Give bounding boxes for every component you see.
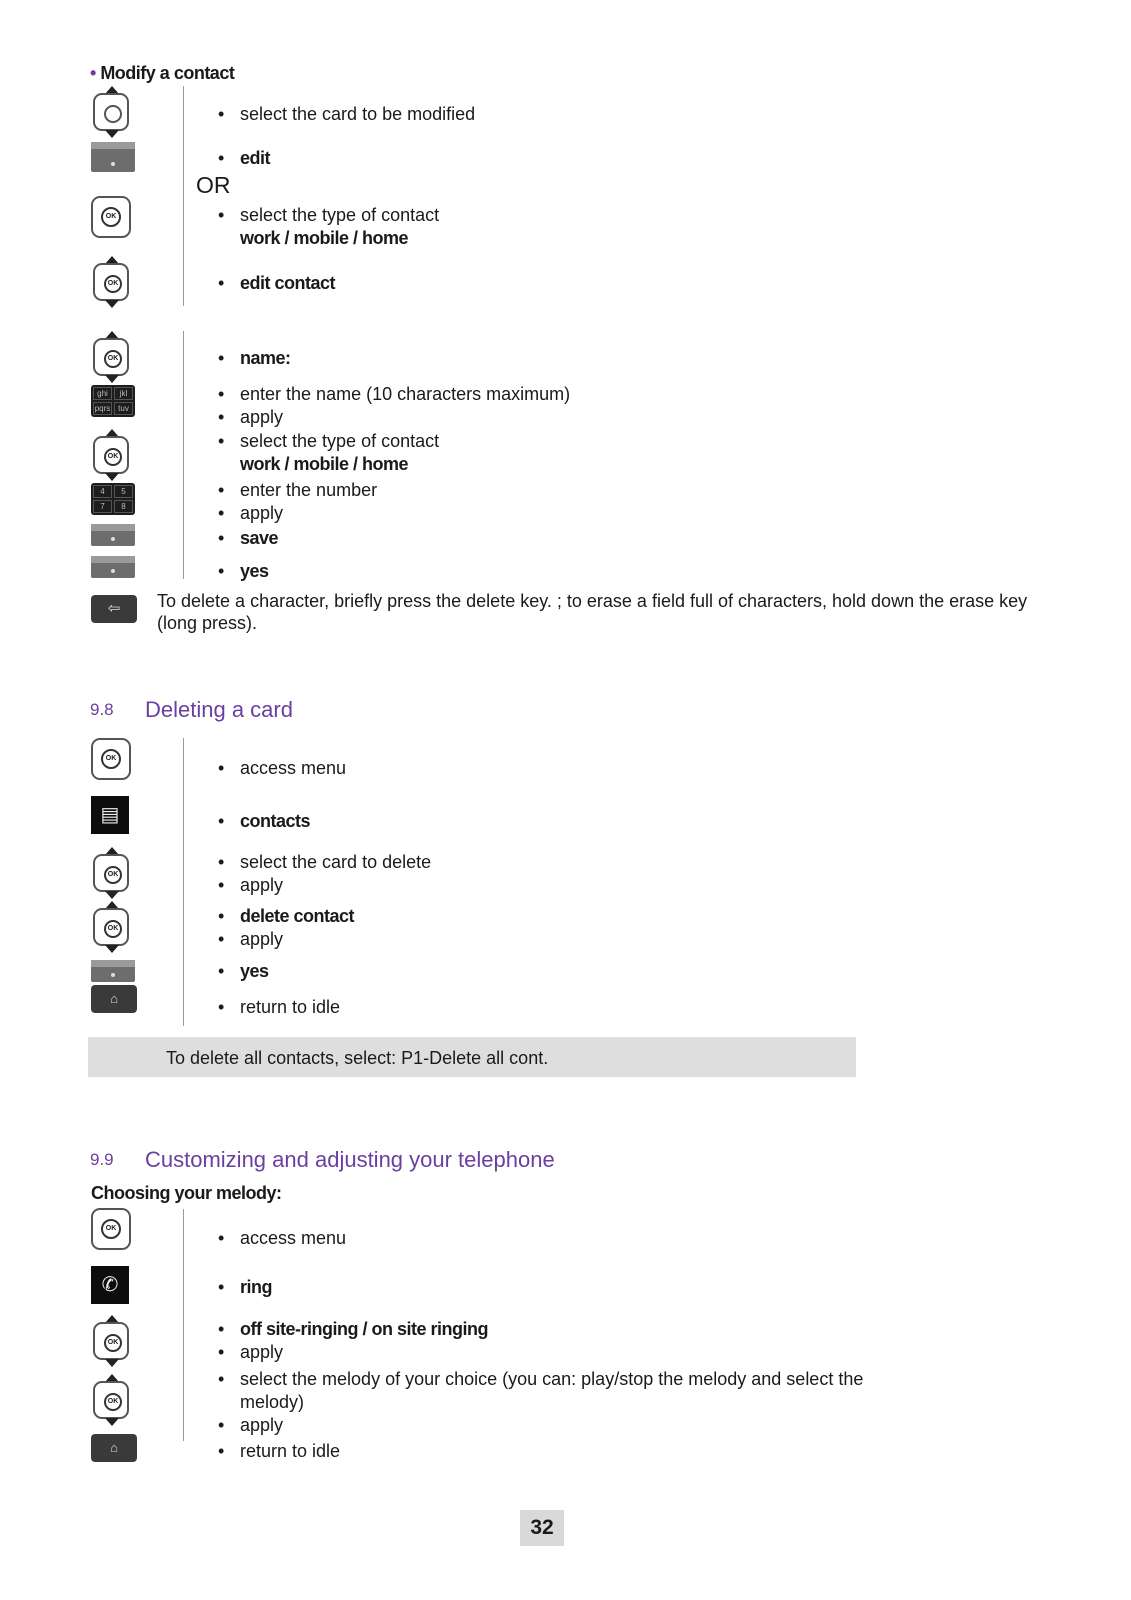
keypad-icon: 4 5 7 8	[91, 483, 135, 515]
nav-ok-key-icon: OK	[91, 429, 135, 481]
step-apply: apply	[240, 407, 284, 427]
home-key-icon: ⌂	[91, 1434, 137, 1462]
step-access-menu: access menu	[240, 1228, 347, 1248]
step-name: name:	[240, 348, 291, 368]
divider-line	[183, 738, 184, 1026]
divider-line	[183, 331, 184, 579]
softkey-icon	[91, 142, 135, 172]
bullet: •	[218, 431, 225, 451]
step-save: save	[240, 528, 279, 548]
bullet: •	[218, 148, 225, 168]
step-return-idle: return to idle	[240, 1441, 341, 1461]
nav-ok-key-icon: OK	[91, 331, 135, 383]
bullet: •	[218, 503, 225, 523]
step-access-menu: access menu	[240, 758, 347, 778]
bullet: •	[218, 875, 225, 895]
step-return-idle: return to idle	[240, 997, 341, 1017]
step-ring: ring	[240, 1277, 272, 1297]
step-select-type: select the type of contact	[240, 431, 440, 451]
delete-key-icon: ⇦	[91, 595, 137, 623]
bullet: •	[218, 384, 225, 404]
bullet: •	[218, 811, 225, 831]
softkey-icon	[91, 960, 135, 982]
home-key-icon: ⌂	[91, 985, 137, 1013]
step-delete-contact: delete contact	[240, 906, 355, 926]
bullet: •	[218, 407, 225, 427]
ok-key-icon: OK	[91, 1208, 131, 1250]
nav-ok-key-icon: OK	[91, 1374, 135, 1426]
bullet: •	[218, 273, 225, 293]
step-select-card: select the card to delete	[240, 852, 432, 872]
step-ringing-option: off site-ringing / on site ringing	[240, 1319, 488, 1339]
bullet: •	[218, 1369, 225, 1389]
section-number: 9.9	[90, 1150, 114, 1169]
nav-ok-key-icon: OK	[91, 1315, 135, 1367]
bullet: •	[218, 929, 225, 949]
divider-line	[183, 86, 184, 306]
step-select-card: select the card to be modified	[240, 104, 476, 124]
step-contacts: contacts	[240, 811, 311, 831]
step-apply: apply	[240, 1415, 284, 1435]
step-select-type: select the type of contact	[240, 205, 440, 225]
step-type-options: work / mobile / home	[240, 454, 409, 474]
softkey-icon	[91, 556, 135, 578]
ring-icon: ✆	[91, 1266, 129, 1304]
bullet: •	[218, 1441, 225, 1461]
step-yes: yes	[240, 961, 269, 981]
keypad-icon: ghi jkl pqrs tuv	[91, 385, 135, 417]
step-apply: apply	[240, 929, 284, 949]
step-select-melody: select the melody of your choice (you can: play/stop the melody and select the	[240, 1369, 864, 1389]
section-number: 9.8	[90, 700, 114, 719]
step-yes: yes	[240, 561, 269, 581]
softkey-icon	[91, 524, 135, 546]
divider-line	[183, 1209, 184, 1441]
nav-ok-key-icon: OK	[91, 256, 135, 308]
bullet: •	[218, 1342, 225, 1362]
contacts-icon: ▤	[91, 796, 129, 834]
bullet: •	[218, 997, 225, 1017]
nav-ok-key-icon: OK	[91, 901, 135, 953]
page-number: 32	[520, 1510, 564, 1546]
step-enter-name: enter the name (10 characters maximum)	[240, 384, 571, 404]
modify-title: • Modify a contact	[90, 63, 235, 83]
bullet: •	[218, 561, 225, 581]
nav-key-icon	[91, 86, 135, 138]
bullet: •	[218, 1319, 225, 1339]
ok-key-icon: OK	[91, 196, 131, 238]
bullet: •	[218, 906, 225, 926]
step-apply: apply	[240, 503, 284, 523]
bullet: •	[218, 961, 225, 981]
ok-key-icon: OK	[91, 738, 131, 780]
note-box	[88, 1037, 856, 1077]
step-apply: apply	[240, 1342, 284, 1362]
title-bullet: •	[90, 63, 101, 83]
or-label: OR	[196, 172, 231, 198]
step-enter-number: enter the number	[240, 480, 378, 500]
bullet: •	[218, 480, 225, 500]
bullet: •	[218, 104, 225, 124]
bullet: •	[218, 348, 225, 368]
step-type-options: work / mobile / home	[240, 228, 409, 248]
bullet: •	[218, 1277, 225, 1297]
step-apply: apply	[240, 875, 284, 895]
bullet: •	[218, 852, 225, 872]
step-select-melody-cont: melody)	[240, 1392, 305, 1412]
bullet: •	[218, 528, 225, 548]
section-subtitle: Choosing your melody:	[91, 1183, 282, 1203]
bullet: •	[218, 1228, 225, 1248]
bullet: •	[218, 758, 225, 778]
delete-tip: To delete a character, briefly press the delete key. ; to erase a field full of characters, hold down the erase key (long press).	[157, 591, 1028, 633]
section-title: Deleting a card	[145, 697, 293, 722]
bullet: •	[218, 1415, 225, 1435]
section-title: Customizing and adjusting your telephone	[145, 1147, 555, 1172]
step-edit-contact: edit contact	[240, 273, 336, 293]
note-text: To delete all contacts, select: P1-Delete all cont.	[166, 1048, 549, 1068]
step-edit: edit	[240, 148, 271, 168]
bullet: •	[218, 205, 225, 225]
nav-ok-key-icon: OK	[91, 847, 135, 899]
